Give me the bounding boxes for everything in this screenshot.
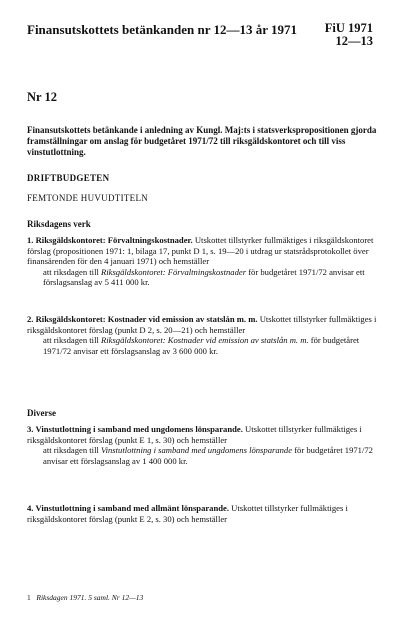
item-1-hemstallan-pre: att riksdagen till [43, 266, 101, 277]
item-1-text: Utskottet tillstyrker fullmäktiges i riksgäldskontoret förslag (propositionen 1971: 1, bilaga 17, punkt D 1, s. 19—20 i utdrag ur statsrådsprotokollet över finansärenden för den 4 januari 1971) och hemställer [27, 235, 374, 267]
item-3-hemstallan-post: för budgetåret 1971/72 anvisar ett förslagsanslag av 1 400 000 kr. [43, 445, 373, 466]
item-4-heading: 4. Vinstutlottning i samband med allmänt lönsparande. [27, 503, 229, 513]
item-3-heading: 3. Vinstutlottning i samband med ungdomens lönsparande. [27, 424, 243, 434]
footer-source: Riksdagen 1971. 5 saml. Nr 12—13 [36, 593, 144, 602]
reference-line-2: 12—13 [335, 34, 373, 48]
item-3 [27, 424, 377, 466]
item-3-text: Utskottet tillstyrker fullmäktiges i riksgäldskontoret förslag (punkt E 1, s. 30) och hemställer [27, 424, 362, 445]
page-header-title: Finansutskottets betänkanden nr 12—13 år 1971 [27, 22, 298, 37]
page-footer [27, 593, 143, 602]
item-2-hemstallan-title: Riksgäldskontoret: Kostnader vid emission av statslån m. m. [101, 335, 309, 346]
item-3-hemstallan-title: Vinstutlottning i samband med ungdomens lönsparande [101, 445, 293, 456]
item-2-hemstallan-pre: att riksdagen till [43, 335, 101, 346]
report-number: Nr 12 [27, 90, 57, 104]
item-2-hemstallan-post: för budgetåret 1971/72 anvisar ett förslagsanslag av 3 600 000 kr. [43, 335, 360, 356]
item-4 [27, 503, 377, 524]
footer-page-number: 1 [27, 593, 31, 602]
item-1-heading: 1. Riksgäldskontoret: Förvaltningskostnader. [27, 235, 193, 245]
item-1 [27, 235, 377, 288]
subheading-diverse: Diverse [27, 408, 56, 418]
item-2 [27, 314, 377, 356]
item-4-text: Utskottet tillstyrker fullmäktiges i riksgäldskontoret förslag (punkt E 2, s. 30) och hemställer [27, 503, 348, 524]
item-2-heading: 2. Riksgäldskontoret: Kostnader vid emission av statslån m. m. [27, 314, 258, 324]
item-1-hemstallan-post: för budgetåret 1971/72 anvisar ett förslagsanslag av 5 411 000 kr. [43, 266, 365, 288]
subheading-riksdagens-verk: Riksdagens verk [27, 219, 91, 229]
page-header-reference [325, 22, 373, 48]
section-heading-huvudtitel: FEMTONDE HUVUDTITELN [27, 193, 149, 203]
item-2-text: Utskottet tillstyrker fullmäktiges i riksgäldskontoret förslag (punkt D 2, s. 20—21) och hemställer [27, 314, 377, 335]
report-intro: Finansutskottets betänkande i anledning av Kungl. Maj:ts i statsverkspropositionen gjorda framställningar om anslag för budgetåret 1971/72 till riksgäldskontoret och till viss vinstutlottning. [27, 125, 377, 157]
section-heading-driftbudgeten: DRIFTBUDGETEN [27, 173, 110, 183]
item-1-hemstallan-title: Riksgäldskontoret: Förvaltningskostnader [101, 266, 247, 277]
reference-line-1: FiU 1971 [324, 21, 373, 35]
item-3-hemstallan-pre: att riksdagen till [43, 445, 101, 456]
